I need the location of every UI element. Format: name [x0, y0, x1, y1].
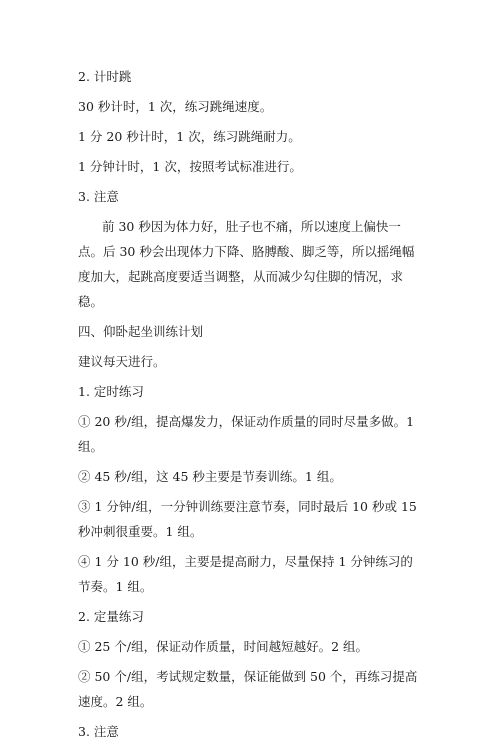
paragraph-1m-timing: 1 分钟计时，1 次，按照考试标准进行。	[78, 159, 302, 174]
list-item-1m10s: ④ 1 分 10 秒/组，主要是提高耐力，尽量保持 1 分钟练习的节奏。1 组。	[78, 554, 413, 594]
heading-timed-jump: 2. 计时跳	[78, 69, 132, 84]
list-item-1m: ③ 1 分钟/组，一分钟训练要注意节奏，同时最后 10 秒或 15 秒冲刺很重要。1 组。	[78, 499, 417, 539]
list-item-45s: ② 45 秒/组，这 45 秒主要是节奏训练。1 组。	[78, 469, 342, 484]
section-heading-situps: 四、仰卧起坐训练计划	[78, 324, 204, 339]
heading-quantity-practice: 2. 定量练习	[78, 609, 144, 624]
paragraph-30s-timing: 30 秒计时，1 次，练习跳绳速度。	[78, 99, 273, 114]
list-item-50-reps: ② 50 个/组，考试规定数量，保证能做到 50 个，再练习提高速度。2 组。	[78, 669, 418, 709]
paragraph-1m20s-timing: 1 分 20 秒计时，1 次，练习跳绳耐力。	[78, 129, 301, 144]
paragraph-daily-advice: 建议每天进行。	[78, 354, 166, 369]
paragraph-jump-notes: 前 30 秒因为体力好，肚子也不痛，所以速度上偏快一点。后 30 秒会出现体力下降、胳膊酸、脚乏等，所以摇绳幅度加大，起跳高度要适当调整，从而减少勾住脚的情况，求稳。	[78, 219, 415, 309]
heading-timed-practice: 1. 定时练习	[78, 384, 144, 399]
list-item-20s: ① 20 秒/组，提高爆发力，保证动作质量的同时尽量多做。1 组。	[78, 414, 415, 454]
list-item-25-reps: ① 25 个/组，保证动作质量，时间越短越好。2 组。	[78, 639, 368, 654]
heading-notes-2: 3. 注意	[78, 724, 119, 739]
heading-notes-1: 3. 注意	[78, 189, 119, 204]
